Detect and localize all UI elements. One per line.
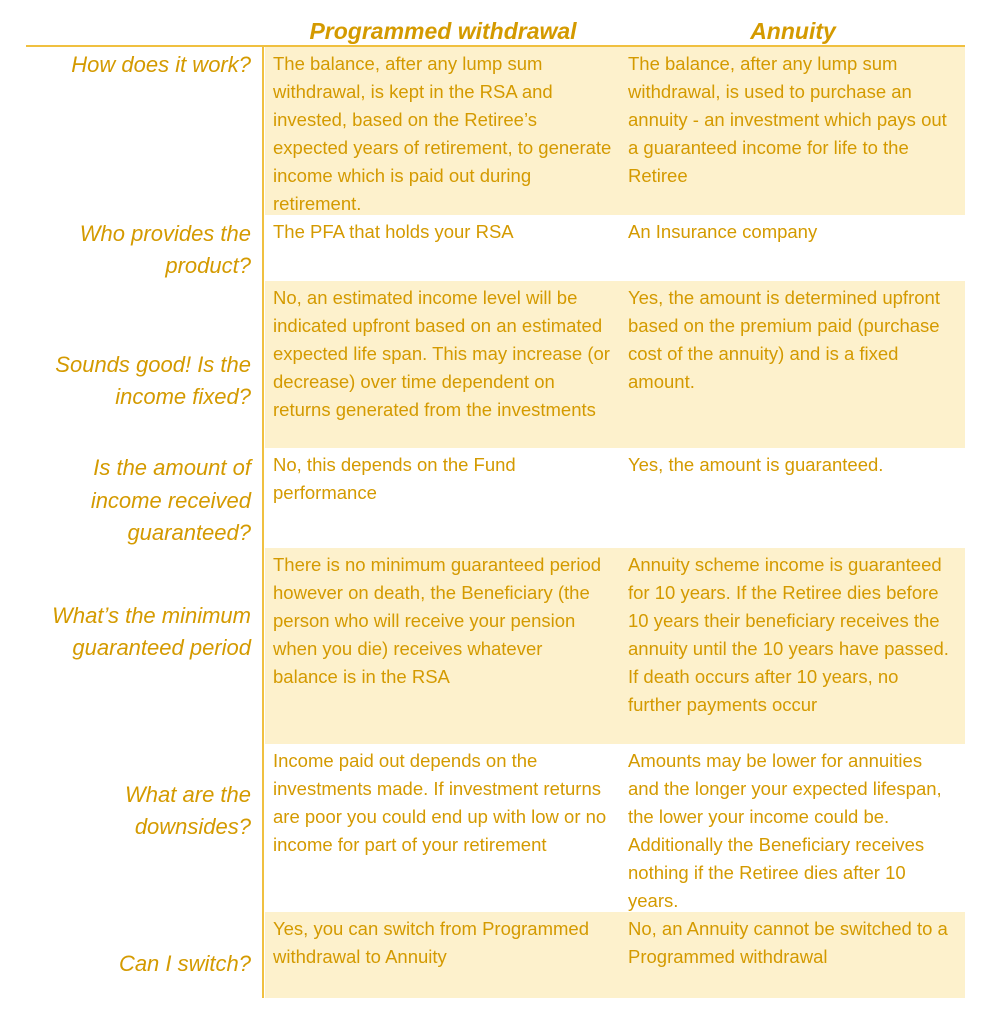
- annuity-cell: Annuity scheme income is guaranteed for 10 years. If the Retiree dies before 10 years their beneficiary receives the annuity until the 10 years have passed. If death occurs after 10 years, no further payments occur: [620, 548, 965, 744]
- row-question: Can I switch?: [118, 950, 251, 976]
- programmed-cell: There is no minimum guaranteed period however on death, the Beneficiary (the person who will receive your pension when you die) receives whatever balance is in the RSA: [265, 548, 620, 744]
- row-question: Is the amount of income received guaranteed?: [90, 455, 251, 546]
- row-question: How does it work?: [71, 51, 251, 77]
- table-row: [0, 548, 995, 744]
- table-row: [0, 912, 995, 998]
- programmed-cell: The PFA that holds your RSA: [273, 221, 514, 242]
- programmed-cell: Income paid out depends on the investments made. If investment returns are poor you could end up with low or no income for part of your retirement: [273, 750, 607, 855]
- annuity-cell: Amounts may be lower for annuities and the longer your expected lifespan, the lower your income could be. Additionally the Beneficiary receives nothing if the Retiree dies after 10 years.: [628, 750, 942, 911]
- table-row: [0, 448, 995, 548]
- annuity-cell: An Insurance company: [628, 221, 818, 242]
- annuity-cell: No, an Annuity cannot be switched to a Programmed withdrawal: [620, 912, 965, 998]
- table-row: [0, 744, 995, 912]
- programmed-cell: The balance, after any lump sum withdrawal, is kept in the RSA and invested, based on the Retiree’s expected years of retirement, to generate income which is paid out during retirement.: [265, 47, 620, 215]
- annuity-cell: Yes, the amount is determined upfront based on the premium paid (purchase cost of the annuity) and is a fixed amount.: [620, 281, 965, 448]
- table-row: [0, 215, 995, 281]
- annuity-cell: The balance, after any lump sum withdrawal, is used to purchase an annuity - an investment which pays out a guaranteed income for life to the Retiree: [620, 47, 965, 215]
- header-programmed-withdrawal: Programmed withdrawal: [309, 18, 577, 44]
- programmed-cell: Yes, you can switch from Programmed withdrawal to Annuity: [265, 912, 620, 998]
- table-row: [0, 281, 995, 448]
- header-annuity: Annuity: [750, 18, 836, 44]
- row-question: Sounds good! Is the income fixed?: [55, 351, 251, 409]
- row-question: What are the downsides?: [125, 781, 251, 839]
- row-question: Who provides the product?: [79, 220, 251, 278]
- programmed-cell: No, this depends on the Fund performance: [273, 454, 516, 503]
- programmed-cell: No, an estimated income level will be indicated upfront based on an estimated expected life span. This may increase (or decrease) over time dependent on returns generated from the investments: [265, 281, 620, 448]
- row-question: What’s the minimum guaranteed period: [52, 602, 251, 660]
- table-row: [0, 47, 995, 215]
- annuity-cell: Yes, the amount is guaranteed.: [628, 454, 884, 475]
